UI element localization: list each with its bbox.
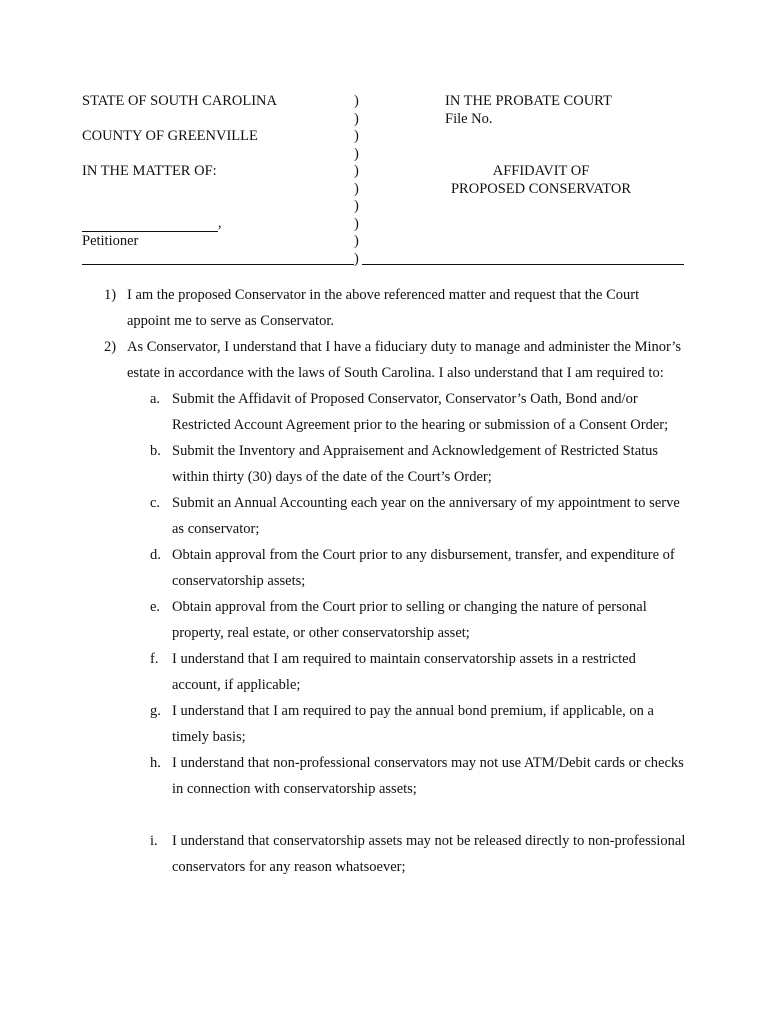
sub-item xyxy=(82,542,686,594)
affidavit-body xyxy=(82,282,686,880)
item-number: 1) xyxy=(104,287,117,303)
sub-item xyxy=(82,490,686,542)
paren: ) xyxy=(354,233,359,249)
sub-item-text: Obtain approval from the Court prior to any disbursement, transfer, and expenditure of conservatorship assets; xyxy=(172,547,675,589)
state-line: STATE OF SOUTH CAROLINA xyxy=(82,93,277,109)
paren: ) xyxy=(354,145,359,162)
numbered-item xyxy=(82,334,686,386)
petitioner-label: Petitioner xyxy=(82,233,139,249)
sub-item-letter: e. xyxy=(150,599,161,615)
sub-item-letter: d. xyxy=(150,547,161,563)
sub-item-text: I understand that conservatorship assets may not be released directly to non-professional conservators for any reason whatsoever; xyxy=(172,833,686,875)
sub-item-letter: f. xyxy=(150,651,159,667)
sub-item-text: I understand that I am required to pay the annual bond premium, if applicable, on a timely basis; xyxy=(172,703,654,745)
sub-item xyxy=(82,698,686,750)
sub-item xyxy=(82,594,686,646)
matter-line: IN THE MATTER OF: xyxy=(82,163,217,179)
sub-item xyxy=(82,750,686,802)
sub-item-letter: b. xyxy=(150,443,161,459)
numbered-item xyxy=(82,282,686,334)
sub-item-text: Submit the Affidavit of Proposed Conservator, Conservator’s Oath, Bond and/or Restricted Account Agreement prior to the hearing or submission of a Consent Order; xyxy=(172,391,669,433)
item-number: 2) xyxy=(104,339,117,355)
file-number-line: File No. xyxy=(445,111,493,127)
spacer xyxy=(82,802,686,828)
caption-rule-left xyxy=(82,264,354,265)
sub-item xyxy=(82,386,686,438)
sub-item xyxy=(82,646,686,698)
sub-item xyxy=(82,438,686,490)
sub-item-text: I understand that I am required to maintain conservatorship assets in a restricted account, if applicable; xyxy=(172,651,636,693)
sub-item-letter: c. xyxy=(150,495,161,511)
petitioner-signature-line xyxy=(82,215,222,232)
paren: ) xyxy=(354,110,359,127)
paren: ) xyxy=(354,250,359,267)
sub-item-letter: h. xyxy=(150,755,161,771)
sub-item xyxy=(82,828,686,880)
sub-item-text: Submit the Inventory and Appraisement and Acknowledgement of Restricted Status within thirty (30) days of the date of the Court’s Order; xyxy=(172,443,659,485)
sub-item-letter: i. xyxy=(150,833,158,849)
sub-item-text: Submit an Annual Accounting each year on the anniversary of my appointment to serve as conservator; xyxy=(172,495,680,537)
court-line: IN THE PROBATE COURT xyxy=(445,93,612,109)
blank-line xyxy=(82,217,218,232)
paren: ) xyxy=(354,128,359,144)
county-line: COUNTY OF GREENVILLE xyxy=(82,128,258,144)
paren: ) xyxy=(354,93,359,109)
item-text: As Conservator, I understand that I have a fiduciary duty to manage and administer the Minor’s estate in accordance with the laws of South Carolina. I also understand that I am required to: xyxy=(127,339,682,381)
paren: ) xyxy=(354,215,359,232)
document-title-line-2: PROPOSED CONSERVATOR xyxy=(450,181,631,197)
item-text: I am the proposed Conservator in the above referenced matter and request that the Court appoint me to serve as Conservator. xyxy=(127,287,640,329)
caption-rule-right xyxy=(362,264,684,265)
sub-item-text: I understand that non-professional conservators may not use ATM/Debit cards or checks in connection with conservatorship assets; xyxy=(172,755,684,797)
sub-item-letter: g. xyxy=(150,703,161,719)
sub-item-letter: a. xyxy=(150,391,161,407)
sub-item-text: Obtain approval from the Court prior to selling or changing the nature of personal property, real estate, or other conservatorship asset; xyxy=(172,599,647,641)
document-title-line-1: AFFIDAVIT OF xyxy=(492,163,590,179)
paren: ) xyxy=(354,198,359,214)
comma: , xyxy=(218,215,222,231)
paren: ) xyxy=(354,180,359,197)
paren: ) xyxy=(354,163,359,179)
